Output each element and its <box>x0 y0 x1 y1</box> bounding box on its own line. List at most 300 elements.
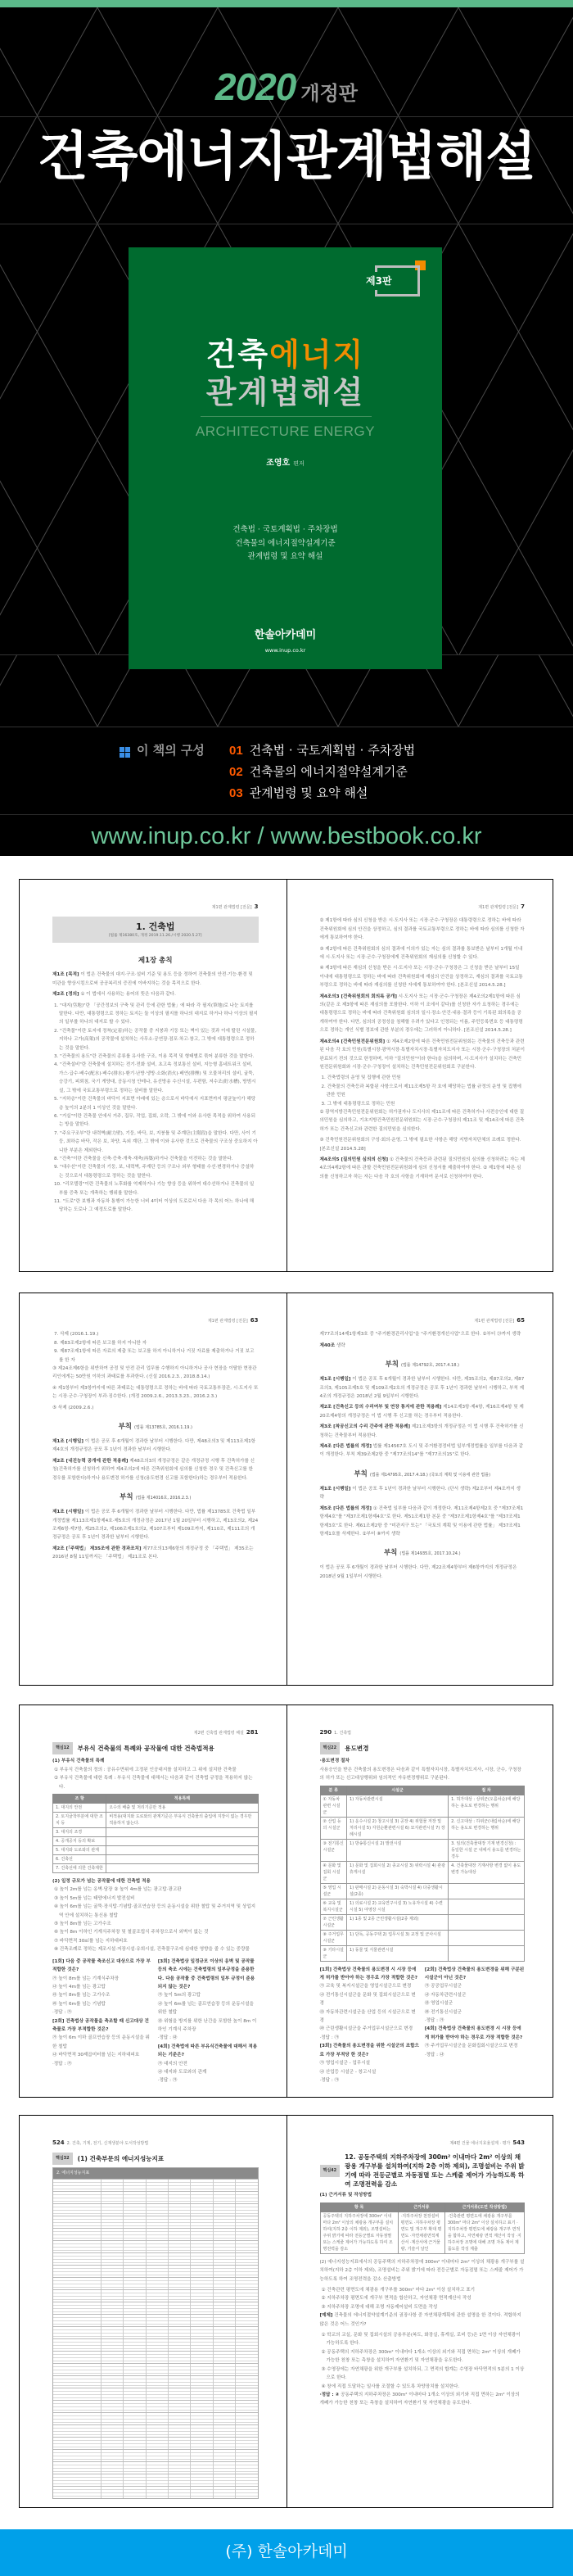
pattern-line <box>0 224 97 440</box>
section-heading <box>320 1360 526 1371</box>
table-cell <box>123 2450 145 2461</box>
table-cell <box>123 2339 145 2351</box>
table-cell <box>123 2302 145 2314</box>
article-text: 공동주택의 지하주차장은 300m² 이내마다 1개소 이상의 외기와 직접 면하는 2m² 이상의 개폐가 가능한 천창 또는 측창을 설치하여 자연환기 및 자연채광을 유도한다. <box>319 2392 520 2406</box>
table-cell <box>53 2229 101 2240</box>
page-number: 281 <box>246 1729 259 1736</box>
article-paragraph <box>320 1108 526 1134</box>
heading-sub: (법률 제14935호, 2017.10.24.) <box>399 1551 461 1557</box>
table-cell <box>213 2192 235 2203</box>
table-cell <box>146 2290 168 2302</box>
table-cell <box>101 2315 123 2326</box>
table-cell <box>168 2462 190 2474</box>
list-item: 9. 제87조제1항에 따른 자료의 제출 또는 보고를 하지 아니하거나 거짓 자료를 제출하거나 거짓 보고를 한 자 <box>54 1349 255 1363</box>
list-item: 2. "건축물"이란 토지에 정착(定着)하는 공작물 중 지붕과 기둥 또는 벽이 있는 것과 이에 딸린 시설물, 지하나 고가(高架)의 공작물에 설치하는 사무소·공연장·점포·차고·창고, 그 밖에 대통령령으로 정하는 것을 말한다. <box>54 1028 257 1051</box>
key-point-label: 핵심22 <box>320 1742 341 1754</box>
table-cell: 1) 운수시설 2) 창고시설 3) 공장 4) 위험물 저장 및 처리시설 5) 자원순환관련시설 6) 묘지관련시설 7) 장례시설 <box>347 1817 449 1839</box>
table-cell <box>53 2192 101 2203</box>
table-cell <box>235 2450 257 2461</box>
article-text: 제14조제3항·제4항, 제16조제4항 및 제20조제4항의 개정규정은 이 법 시행 후 신고를 하는 경우부터 적용한다. <box>319 1405 524 1419</box>
chapter-subtitle: [법률 제16380호, 개정 2019.11.26./시행 2020.5.27] <box>108 934 202 939</box>
table-cell: ⑤ 영업 시설군 <box>320 1883 347 1899</box>
table-row <box>53 2314 258 2326</box>
article-paragraph <box>320 2311 526 2329</box>
book-cover <box>129 247 442 669</box>
table-row <box>53 2461 258 2474</box>
table-row <box>320 2212 525 2253</box>
table-cell <box>190 2450 212 2461</box>
table-cell <box>213 2327 235 2338</box>
table-cell <box>146 2229 168 2240</box>
article-paragraph <box>320 945 526 962</box>
table-cell <box>213 2352 235 2363</box>
key-point-title: 12. 공동주택의 지하주차장에 300m² 이내마다 2m² 이상의 채광용 개구부를 설치하여(지하 2층 이하 제외), 조명설비는 주위 밝기에 따라 전등군별로 자동점멸 또는 스케줄 제어가 가능하도록 하여 조명전력을 감소 <box>345 2153 525 2189</box>
table-cell <box>101 2425 123 2437</box>
sample-page <box>286 1293 553 1685</box>
table-cell <box>235 2192 257 2203</box>
hero-section <box>0 0 573 856</box>
table-cell: ② 산업 등의 시설군 <box>320 1817 347 1839</box>
table-cell <box>146 2401 168 2412</box>
table-cell <box>235 2315 257 2326</box>
article-paragraph <box>320 1564 526 1581</box>
table-cell <box>190 2413 212 2424</box>
list-item: 8. "건축"이란 건축물을 신축·증축·개축·재축(再築)하거나 건축물을 이전하는 것을 말한다. <box>54 1156 233 1161</box>
subsection-title: ·용도변경 절차 <box>319 1759 350 1764</box>
table-cell <box>168 2241 190 2252</box>
table-cell <box>101 2290 123 2302</box>
sample-page <box>20 1705 286 2097</box>
table-cell <box>235 2438 257 2449</box>
table-cell <box>235 2204 257 2216</box>
cover-subtitle-line: 관계법령 및 요약 해설 <box>247 552 323 561</box>
table-cell <box>123 2474 145 2486</box>
table-cell <box>146 2241 168 2252</box>
edition-label: 개정판 <box>300 82 358 105</box>
question-line: [4회] 건축법상 건축물의 용도변경 시 시장 등에게 허가를 받아야 하는 경우로 가장 적합한 것은? <box>424 2026 523 2040</box>
table-row <box>320 1899 525 1914</box>
edition-year: 2020 <box>215 66 296 108</box>
question-column <box>425 1966 525 2085</box>
table-row <box>53 2191 258 2203</box>
content-table <box>52 1794 259 1873</box>
list-item: ① 부유식 건축물의 정의 : 공유수면위에 고정된 인공대지를 설치하고 그 위에 설치한 건축물 <box>54 1767 237 1772</box>
table-cell: 4. 건축물대장 기재사항 변경 없이 용도변경 가능대상 <box>449 1861 525 1883</box>
table-cell: ·건축관련 평면도에 채광용 개구부를 300m² 마다 2m² 이상 설치하고 표기 ·지하주차장 평면도에 채광용 개구부 면적을 합하고, 자연채광 면적 계산서 작성 ·지하주차장 조명에 대해 조명 자동 제어 제품도를 작성 제출 <box>444 2212 524 2253</box>
article-paragraph <box>320 964 526 989</box>
article-title: 제2조 [내진능력 공개에 관한 적용례] <box>52 1458 129 1464</box>
key-point-label: 핵심12 <box>52 1742 73 1754</box>
running-title: 1. 건축법 <box>334 1731 351 1736</box>
question-line: ㉮ 교육 및 복지시설군을 영업시설군으로 변경 <box>319 1984 412 1990</box>
table-cell <box>235 2413 257 2424</box>
sample-page <box>286 2116 553 2507</box>
table-row <box>53 2265 258 2277</box>
table-row <box>320 1795 525 1817</box>
table-cell <box>123 2192 145 2203</box>
pattern-line <box>458 224 573 440</box>
table-cell <box>146 2425 168 2437</box>
list-item: 3. 그 밖에 대통령령으로 정하는 민원 <box>321 1101 395 1107</box>
key-point-title: (1) 건축부문의 에너지성능지표 <box>77 2155 165 2163</box>
article-text: ① 제4조제2항에 따른 건축민원전문위원회는 건축물의 건축등과 관련된 다음 각 호의 민원(특별시장·광역시장·특별자치시장·특별자치도지사 또는 시장·군수·구청장의 처분이 완료되기 전의 것으로 한정하며, 이하 "질의민원"이라 한다)을 심의하며, 시·도지사가 설치하는 건축민원전문위원회와 시장·군수·구청장이 설치하는 건축민원전문위원회로 구분한다. <box>319 1039 525 1070</box>
subsection-title: (2) 일정 규모가 넘는 공작물에 대한 건축법 적용 <box>52 1879 151 1885</box>
question-line: ·정답 : ㉮ <box>157 2078 178 2084</box>
running-title: 제1편 관계법령 [전문] <box>478 905 519 910</box>
section-heading <box>320 1548 526 1560</box>
table-cell <box>53 2474 101 2486</box>
question-line: ㉮ 주거업무시설군을 문화집회시설군으로 변경 <box>424 2044 518 2049</box>
four-squares-icon <box>120 747 130 758</box>
table-cell <box>168 2229 190 2240</box>
article-paragraph <box>320 2258 526 2284</box>
table-cell <box>168 2425 190 2437</box>
page-number: 65 <box>517 1317 525 1324</box>
table-cell <box>213 2204 235 2216</box>
page-number: 524 <box>52 2139 65 2146</box>
table-cell <box>190 2438 212 2449</box>
question-line: [2회] 건축법상 공작물을 축조할 때 신고대상 건축물로 가장 부적합한 것은? <box>52 2018 149 2032</box>
table-cell <box>449 1914 525 1930</box>
table-row <box>53 1828 259 1837</box>
table-cell <box>190 2180 212 2191</box>
question-line: [1회] 다음 중 공작물 축조신고 대상으로 가장 부적합한 것은? <box>52 1958 151 1973</box>
table-header-cell: 근거서류 <box>398 2203 444 2212</box>
article-text: 이 법은 건축물의 대지·구조·설비 기준 및 용도 등을 정하여 건축물의 안전·기능·환경 및 미관을 향상시킴으로써 공공복리의 증진에 이바지하는 것을 목적으로 한다. <box>52 972 253 986</box>
pattern-line <box>0 440 97 654</box>
question-line: ·정답 : ㉮ <box>424 2018 444 2024</box>
table-cell: ④ 문화 및 집회 시설군 <box>320 1861 347 1883</box>
article-text: ⑤ 삭제 (2009.2.6.) <box>52 1405 94 1410</box>
table-row <box>320 1861 525 1883</box>
question-line: [3회] 건축법상 일정규모 이상의 옹벽 및 공작물 등의 축조 시에는 건축법령의 일부규정을 준용한다. 다음 공작물 중 건축법령의 일부 규정이 준용되지 않는 것은? <box>157 1958 255 1990</box>
article-text: ① 이 법에서 사용하는 용어의 뜻은 다음과 같다. <box>80 992 176 998</box>
table-row <box>53 2375 258 2388</box>
question-line: ㉯ 높이 6m를 넘는 골프연습장 등의 운동시설을 위한 철탑 <box>157 2001 254 2016</box>
running-title: 제2편 건축법 관계법령 해설 <box>193 1731 244 1736</box>
list-item: 5. "지하층"이란 건축물의 바닥이 지표면 아래에 있는 층으로서 바닥에서 지표면까지 평균높이가 해당 층 높이의 2분의 1 이상인 것을 말한다. <box>54 1097 256 1111</box>
table-cell: 1) 판매시설 2) 운동시설 3) 숙박시설 4) 다중생활시설(2종) <box>347 1883 449 1899</box>
question-line: ㉰ 자동차관련시설군을 산업 등의 시설군으로 변경 <box>319 2009 416 2024</box>
table-cell <box>190 2352 212 2363</box>
composition-item <box>229 785 368 802</box>
item-number: 01 <box>229 744 243 758</box>
article-paragraph <box>52 1384 259 1401</box>
pattern-line <box>0 224 97 440</box>
table-cell <box>190 2487 212 2498</box>
table-cell <box>168 2302 190 2314</box>
publisher-logo: 한솔아카데미 <box>254 629 317 641</box>
table-cell <box>146 2462 168 2474</box>
table-cell <box>123 2352 145 2363</box>
table-cell <box>146 2339 168 2351</box>
table-cell <box>101 2413 123 2424</box>
table-cell <box>123 2487 145 2498</box>
table-cell <box>53 2241 101 2252</box>
page-number: 3 <box>254 903 259 910</box>
table-row <box>53 2437 258 2449</box>
pattern-line <box>0 440 97 654</box>
table-cell: 1. 대지의 안전 <box>53 1804 106 1813</box>
article-title: 제3조 [착공신고의 수리 간주에 관한 적용례] <box>319 1424 411 1430</box>
table-header-cell: 항 목 <box>320 2203 398 2212</box>
article-paragraph <box>52 1508 259 1542</box>
top-accent-bar <box>0 0 573 7</box>
table-cell: ⑦ 근린생활시설군 <box>320 1914 347 1930</box>
cover-title-line1 <box>129 337 442 372</box>
table-cell <box>101 2229 123 2240</box>
table-row <box>53 2424 258 2437</box>
list-item: ③ 지하주차장 조명에 대해 조명 자동제어설비 도면을 작성 <box>321 2304 438 2310</box>
list-item: ① 건축관련 평면도에 채광용 개구부를 300m² 마다 2m² 이상 설치하고 표기 <box>321 2288 476 2293</box>
table-cell <box>53 2388 101 2400</box>
table-cell <box>106 1864 258 1873</box>
pattern-line <box>57 654 97 727</box>
article-text: 제77조의14제1항제3호 중 "주거환경관리사업"을 "주거환경개선사업"으로 한다. ②부터 ㉔까지 생략 <box>319 1332 521 1338</box>
list-item: ② 지하주차장 평면도에 개구부 면적을 합산하고, 자연채광 면적계산서 작성 <box>321 2296 471 2302</box>
article-title: 제2조 [건축신고 등의 수리여부 및 연장 통지에 관한 적용례] <box>319 1405 442 1410</box>
table-row <box>53 2216 258 2228</box>
table-cell <box>168 2278 190 2289</box>
page-header <box>320 2139 526 2148</box>
table-cell: 4. 공개공지 등의 확보 <box>53 1837 106 1846</box>
table-cell <box>101 2462 123 2474</box>
table-cell <box>106 1837 258 1846</box>
table-header-row <box>320 2203 525 2212</box>
article-title: 제4조 [다른 법률의 개정] <box>319 1444 372 1450</box>
website-links[interactable]: www.inup.co.kr / www.bestbook.co.kr <box>91 823 482 849</box>
table-cell <box>101 2266 123 2277</box>
subsection-title: (1) 근거서류 및 작성방법 <box>319 2193 372 2198</box>
table-cell <box>53 2253 101 2265</box>
article-text: 이 법은 공포 후 1년이 경과한 날부터 시행한다. (단서 생략) 제2조부터 제4조까지 생략 <box>319 1486 521 1501</box>
article-text: ③ 건축민원전문위원회의 구성·회의·운영, 그 밖에 필요한 사항은 해당 지방자치단체의 조례로 정한다. [본조신설 2014.5.28] <box>319 1138 521 1152</box>
table-cell <box>53 2462 101 2474</box>
table-cell <box>235 2474 257 2486</box>
table-cell <box>123 2278 145 2289</box>
running-title: 제4편 건물 에너지효율설계 · 평가 <box>449 2141 511 2146</box>
heading-text: 부칙 <box>120 1493 133 1502</box>
table-title: 2. 에너지성능지표 <box>53 2168 258 2178</box>
table-cell <box>213 2290 235 2302</box>
article-paragraph <box>320 1342 526 1350</box>
table-cell <box>53 2266 101 2277</box>
table-cell <box>190 2327 212 2338</box>
table-cell: ③ 전기통신 시설군 <box>320 1839 347 1861</box>
table-cell <box>123 2216 145 2228</box>
list-item: ② 공동주택의 지하주차장은 300m² 이내마다 1개소 이상의 외기와 직접 면하는 2m² 이상의 개폐가 가능한 천창 또는 측창을 설치하여 자연환기 및 자연채광을 유도한다. <box>321 2349 521 2364</box>
table-cell <box>123 2388 145 2400</box>
question-line: ㉮ 높이 5m의 광고탑 <box>157 1993 201 1999</box>
table-cell <box>146 2216 168 2228</box>
table-cell <box>235 2216 257 2228</box>
composition-label: 이 책의 구성 <box>137 743 205 758</box>
article-paragraph <box>52 971 259 988</box>
list-item: 9. "대수선"이란 건축물의 기둥, 보, 내력벽, 주계단 등의 구조나 외부 형태를 수선·변경하거나 증설하는 것으로서 대통령령으로 정하는 것을 말한다. <box>54 1165 255 1179</box>
table-cell <box>235 2376 257 2388</box>
table-cell <box>101 2364 123 2375</box>
item-text: 건축법 · 국토계획법 · 주차장법 <box>249 743 416 758</box>
article-title: 제1조 [목적] <box>52 972 79 978</box>
table-cell <box>190 2302 212 2314</box>
table-cell <box>123 2204 145 2216</box>
divider <box>0 814 573 815</box>
table-row <box>53 2326 258 2338</box>
table-cell <box>168 2474 190 2486</box>
page-header <box>320 1728 526 1737</box>
table-cell <box>213 2413 235 2424</box>
table-cell: 오수의 배출 및 처리기준만 적용 <box>106 1804 258 1813</box>
list-item: ① 높이 2m를 넘는 옹벽·담장 ② 높이 4m를 넘는 광고탑·광고판 <box>54 1887 182 1893</box>
table-cell <box>235 2180 257 2191</box>
table-cell <box>190 2229 212 2240</box>
energy-performance-table <box>52 2167 259 2498</box>
sample-page-spread <box>19 879 553 1272</box>
table-row <box>320 1883 525 1899</box>
article-text: 제21조제3항의 개정규정은 이 법 시행 후 건축허가를 신청하는 건축물부터 적용한다. <box>319 1424 524 1438</box>
table-cell <box>53 2302 101 2314</box>
table-cell <box>168 2487 190 2498</box>
article-title: 제1조 [시행일] <box>319 1377 351 1383</box>
key-point-title: 용도변경 <box>345 1745 369 1753</box>
table-cell: 1) 자동차관련시설 <box>347 1795 449 1817</box>
article-paragraph <box>320 1375 526 1401</box>
list-item: 1. "대지(垈地)"란 「공간정보의 구축 및 관리 등에 관한 법률」에 따라 각 필지(筆地)로 나눈 토지를 말한다. 다만, 대통령령으로 정하는 토지는 둘 이상의 필지를 하나의 대지로 하거나 하나 이상의 필지의 일부를 하나의 대지로 할 수 있다. <box>54 1003 258 1025</box>
table-cell <box>146 2327 168 2338</box>
table-cell <box>168 2290 190 2302</box>
table-cell <box>190 2216 212 2228</box>
table-row <box>53 2400 258 2412</box>
article-paragraph <box>52 1404 259 1412</box>
table-cell <box>235 2401 257 2412</box>
question-line: ㉮ 대지의 안전 <box>157 2061 187 2067</box>
table-cell <box>168 2401 190 2412</box>
article-text: 시·도지사 또는 시장·군수·구청장은 제4조의2제1항에 따른 심의(같은 조 제3항에 따른 재심의를 포함한다. 이하 이 조에서 같다)를 신청한 자가 요청하는 경우에는 대통령령으로 정하는 바에 따라 건축위원회 심의의 일시·장소·안건·내용·결과 등이 기록된 회의록을 공개하여야 한다. 다만, 심의의 공정성을 침해할 우려가 있다고 인정되는 이름, 주민등록번호 등 대통령령으로 정하는 개인 식별 정보에 관한 부분의 경우에는 그러하지 아니하다. [본조신설 2014.5.28.] <box>319 994 523 1034</box>
table-cell <box>53 2364 101 2375</box>
article-text: ④ 제3항에 따른 재심의 신청을 받은 시·도지사 또는 시장·군수·구청장은 그 신청을 받은 날부터 15일 이내에 대통령령으로 정하는 바에 따라 건축위원회에 재심의 안건을 상정하고, 재심의 결과를 국토교통부령으로 정하는 바에 따라 재심의를 신청한 자에게 통보하여야 한다. [본조신설 2014.5.28.] <box>319 966 523 989</box>
article-paragraph <box>52 1457 259 1483</box>
table-cell <box>53 2487 101 2498</box>
heading-text: 제1장 총칙 <box>138 957 173 966</box>
table-header-cell: 적용특례 <box>106 1795 258 1804</box>
table-cell <box>235 2352 257 2363</box>
item-number: 02 <box>229 765 243 779</box>
key-point-label: 핵심42 <box>320 2165 341 2177</box>
article-text: 이 법은 공포 후 6개월이 경과한 날부터 시행한다. 다만, 제35조의2, 제87조의2, 제87조의3, 제105조제5호 및 제109조제2호의 개정규정은 공포 후 1년이 경과한 날부터 시행하고, 부칙 제4조의 개정규정은 2018년 2월 9일부터 시행한다. <box>319 1377 525 1400</box>
article-title: 제1조 [시행일] <box>52 1439 83 1445</box>
heading-sub: (법률 제13785호, 2016.1.19.) <box>134 1425 192 1431</box>
list-item: 10. "리모델링"이란 건축물의 노후화를 억제하거나 기능 향상 등을 위하여 대수선하거나 건축물의 일부를 증축 또는 개축하는 행위를 말한다. <box>54 1182 255 1196</box>
key-point-title: 부유식 건축물의 특례와 공작물에 대한 건축법적용 <box>77 1745 214 1753</box>
table-row <box>53 1813 259 1828</box>
table-header-row <box>320 1786 525 1795</box>
table-cell <box>101 2352 123 2363</box>
table-row <box>53 2252 258 2265</box>
question-line: [4회] 건축법에 따른 부유식건축물에 대해서 적용되는 기준은? <box>157 2044 258 2058</box>
table-cell <box>146 2180 168 2191</box>
section-heading <box>320 1469 526 1481</box>
pattern-line <box>458 440 573 654</box>
article-text: ① 건축물의 건축등과 관련된 질의민원의 심의를 신청하려는 자는 제4조의4제2항에 따른 관할 건축민원전문위원회에 심의 신청서를 제출하여야 한다. ② 제1항에 따른 심의를 신청하고자 하는 자는 다음 각 호의 사항을 기재하여 문서로 신청하여야 한다. <box>319 1157 526 1179</box>
article-title: 제4조의4 [건축민원전문위원회] <box>319 1039 386 1044</box>
section-heading <box>52 1492 259 1504</box>
table-cell <box>53 2204 101 2216</box>
list-item: ⑤ 높이 8m를 넘는 고가수조 <box>54 1922 111 1927</box>
article-text: 제77조의13제6항의 개정규정 중 「주택법」 제35조는 2016년 8월 11일까지는 「주택법」 제21조로 본다. <box>52 1546 254 1560</box>
table-cell <box>168 2192 190 2203</box>
question-line: ㉯ 바닥면적 30제곱미터를 넘는 지하대피호 <box>52 2053 140 2058</box>
question-line: ㉯ 전기통신시설군을 문화 및 집회시설군으로 변경 <box>319 1992 416 2007</box>
table-cell <box>213 2266 235 2277</box>
question-line: [1회] 건축법상 건축물의 용도변경 시 시장 등에게 허가를 받아야 하는 경우로 가장 적합한 것은? <box>319 1967 418 1981</box>
table-row <box>53 2351 258 2363</box>
page-number: 63 <box>250 1317 259 1324</box>
table-row <box>53 2363 258 2375</box>
question-column <box>52 1958 153 2085</box>
page-number: 543 <box>512 2139 525 2146</box>
table-cell <box>146 2278 168 2289</box>
cover-title-orange: 에너지 <box>269 337 365 373</box>
pattern-line <box>0 654 17 727</box>
list-item: ③ 높이 5m를 넘는 태양에너지 발전설비 <box>54 1895 135 1901</box>
article-title: 제40조 <box>319 1342 336 1348</box>
table-cell <box>123 2266 145 2277</box>
heading-sub: (법률 제14792호, 2017.4.18.) <box>401 1363 459 1369</box>
article-paragraph <box>320 1442 526 1460</box>
table-cell <box>235 2364 257 2375</box>
running-title: 제1편 관계법령 [전문] <box>474 1319 515 1324</box>
article-text: ② 제1항에 따라 심의 신청을 받은 시·도지사 또는 시장·군수·구청장은 대통령령으로 정하는 바에 따라 건축위원회에 심의 안건을 상정하고, 심의 결과를 국토교통부령으로 정하는 바에 따라 심의를 신청한 자에게 통보하여야 한다. <box>319 918 525 941</box>
list-item: 2. 건축물의 건축등과 복합된 사항으로서 제11조제5항 각 호에 해당하는 법률 규정의 운영 및 집행에 관한 민원 <box>321 1084 521 1098</box>
table-header-cell: 조 항 <box>53 1795 106 1804</box>
sample-page <box>286 880 553 1271</box>
question-line: [2회] 건축법상 건축물의 용도변경을 위해 구분된 시설군이 아닌 것은? <box>424 1967 525 1981</box>
table-cell <box>53 2290 101 2302</box>
chapter-title: 1. 건축법 <box>135 921 175 933</box>
table-cell <box>213 2241 235 2252</box>
table-cell <box>168 2438 190 2449</box>
table-cell <box>146 2376 168 2388</box>
question-line: ㉰ 높이 8m를 넘는 고가수조 <box>52 1993 111 1999</box>
table-cell <box>168 2339 190 2351</box>
article-paragraph <box>320 1330 526 1338</box>
heading-sub: (법률 제14795호, 2017.4.18.) (국토의 계획 및 이용에 관한 법률) <box>369 1472 491 1478</box>
table-cell <box>213 2450 235 2461</box>
table-cell <box>235 2290 257 2302</box>
pattern-line <box>458 224 573 440</box>
table-cell <box>213 2401 235 2412</box>
table-row <box>53 2203 258 2216</box>
table-cell <box>53 2425 101 2437</box>
question-line: ㉱ 전기통신시설군 <box>424 2009 462 2015</box>
article-paragraph <box>52 1437 259 1455</box>
table-cell <box>53 2278 101 2289</box>
heading-text: 부칙 <box>385 1360 399 1369</box>
article-text: 이 법은 공포 후 6개월이 경과한 날부터 시행한다. 다만, 제22조제4항부터 제6항까지의 개정규정은 2018년 9월 1일부터 시행한다. <box>319 1565 517 1579</box>
table-cell <box>106 1828 258 1837</box>
cover-subtitle <box>129 523 442 564</box>
sample-page-spread <box>19 1705 553 2098</box>
table-cell <box>235 2229 257 2240</box>
table-cell <box>213 2462 235 2474</box>
article-title: 제5조 [다른 법률의 개정] <box>319 1505 372 1511</box>
table-cell <box>235 2253 257 2265</box>
table-cell <box>53 2438 101 2449</box>
table-cell <box>190 2474 212 2486</box>
table-cell: ⑨ 기타시설군 <box>320 1945 347 1961</box>
table-cell <box>190 2315 212 2326</box>
table-cell <box>123 2438 145 2449</box>
